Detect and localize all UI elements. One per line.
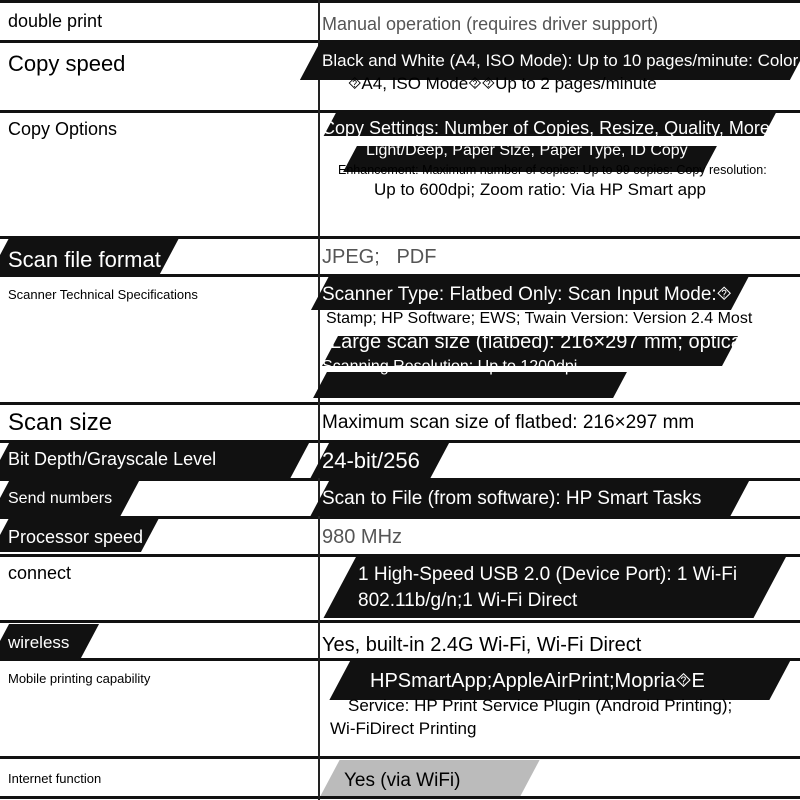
label-mobile-printing: Mobile printing capability bbox=[8, 671, 151, 686]
row-divider bbox=[0, 796, 800, 799]
label-scan-file-format: Scan file format bbox=[8, 247, 161, 272]
label-connect: connect bbox=[8, 563, 72, 583]
row-divider bbox=[0, 0, 800, 3]
value-wireless: Yes, built-in 2.4G Wi-Fi, Wi-Fi Direct bbox=[322, 634, 642, 656]
label-double-print: double print bbox=[8, 11, 103, 31]
label-copy-options: Copy Options bbox=[8, 119, 118, 139]
label-bit-depth: Bit Depth/Grayscale Level bbox=[8, 449, 217, 469]
row-divider bbox=[0, 402, 800, 405]
label-scanner-specs: Scanner Technical Specifications bbox=[8, 287, 198, 302]
value-processor-speed: 980 MHz bbox=[322, 526, 403, 548]
value-copy-options: Copy Settings: Number of Copies, Resize, Quality, More Light/Deep, Paper Size, Paper Type, ID Copy Enhancement: Maximum number of copies: Up to 99 copies: Copy resolution: Up to 600dpi; Zoom ratio: Via HP Smart app bbox=[322, 118, 770, 199]
value-double-print: Manual operation (requires driver support) bbox=[322, 14, 659, 34]
label-internet-function: Internet function bbox=[8, 771, 102, 786]
value-copy-speed: Black and White (A4, ISO Mode): Up to 10 pages/minute: Color ⯑A4, ISO Mode⯑⯑Up to 2 pages/minute bbox=[322, 51, 799, 93]
label-processor-speed: Processor speed bbox=[8, 527, 144, 547]
label-scan-size: Scan size bbox=[8, 409, 113, 436]
column-divider bbox=[318, 0, 320, 800]
value-send-numbers: Scan to File (from software): HP Smart Tasks bbox=[322, 488, 702, 509]
value-scan-file-format: JPEG; PDF bbox=[322, 246, 437, 268]
value-bit-depth: 24-bit/256 bbox=[322, 448, 420, 473]
value-connect: 1 High-Speed USB 2.0 (Device Port): 1 Wi-Fi 802.11b/g/n;1 Wi-Fi Direct bbox=[358, 564, 738, 611]
label-wireless: wireless bbox=[8, 633, 70, 652]
label-copy-speed: Copy speed bbox=[8, 51, 126, 76]
row-divider bbox=[0, 620, 800, 623]
label-send-numbers: Send numbers bbox=[8, 490, 113, 507]
value-mobile-printing: HPSmartApp;AppleAirPrint;Mopria⯑E Service: HP Print Service Plugin (Android Printing); Wi-FiDirect Printing bbox=[330, 670, 733, 738]
value-scanner-specs: Scanner Type: Flatbed Only: Scan Input Mode:⯑ Stamp; HP Software; EWS; Twain Version: Version 2.4 Most Large scan size (flatbed): 216×297 mm; optical Scanning Resolution: Up to 1200dpi bbox=[322, 284, 753, 376]
value-internet-function: Yes (via WiFi) bbox=[344, 770, 461, 791]
row-divider bbox=[0, 756, 800, 759]
value-scan-size: Maximum scan size of flatbed: 216×297 mm bbox=[322, 412, 695, 433]
